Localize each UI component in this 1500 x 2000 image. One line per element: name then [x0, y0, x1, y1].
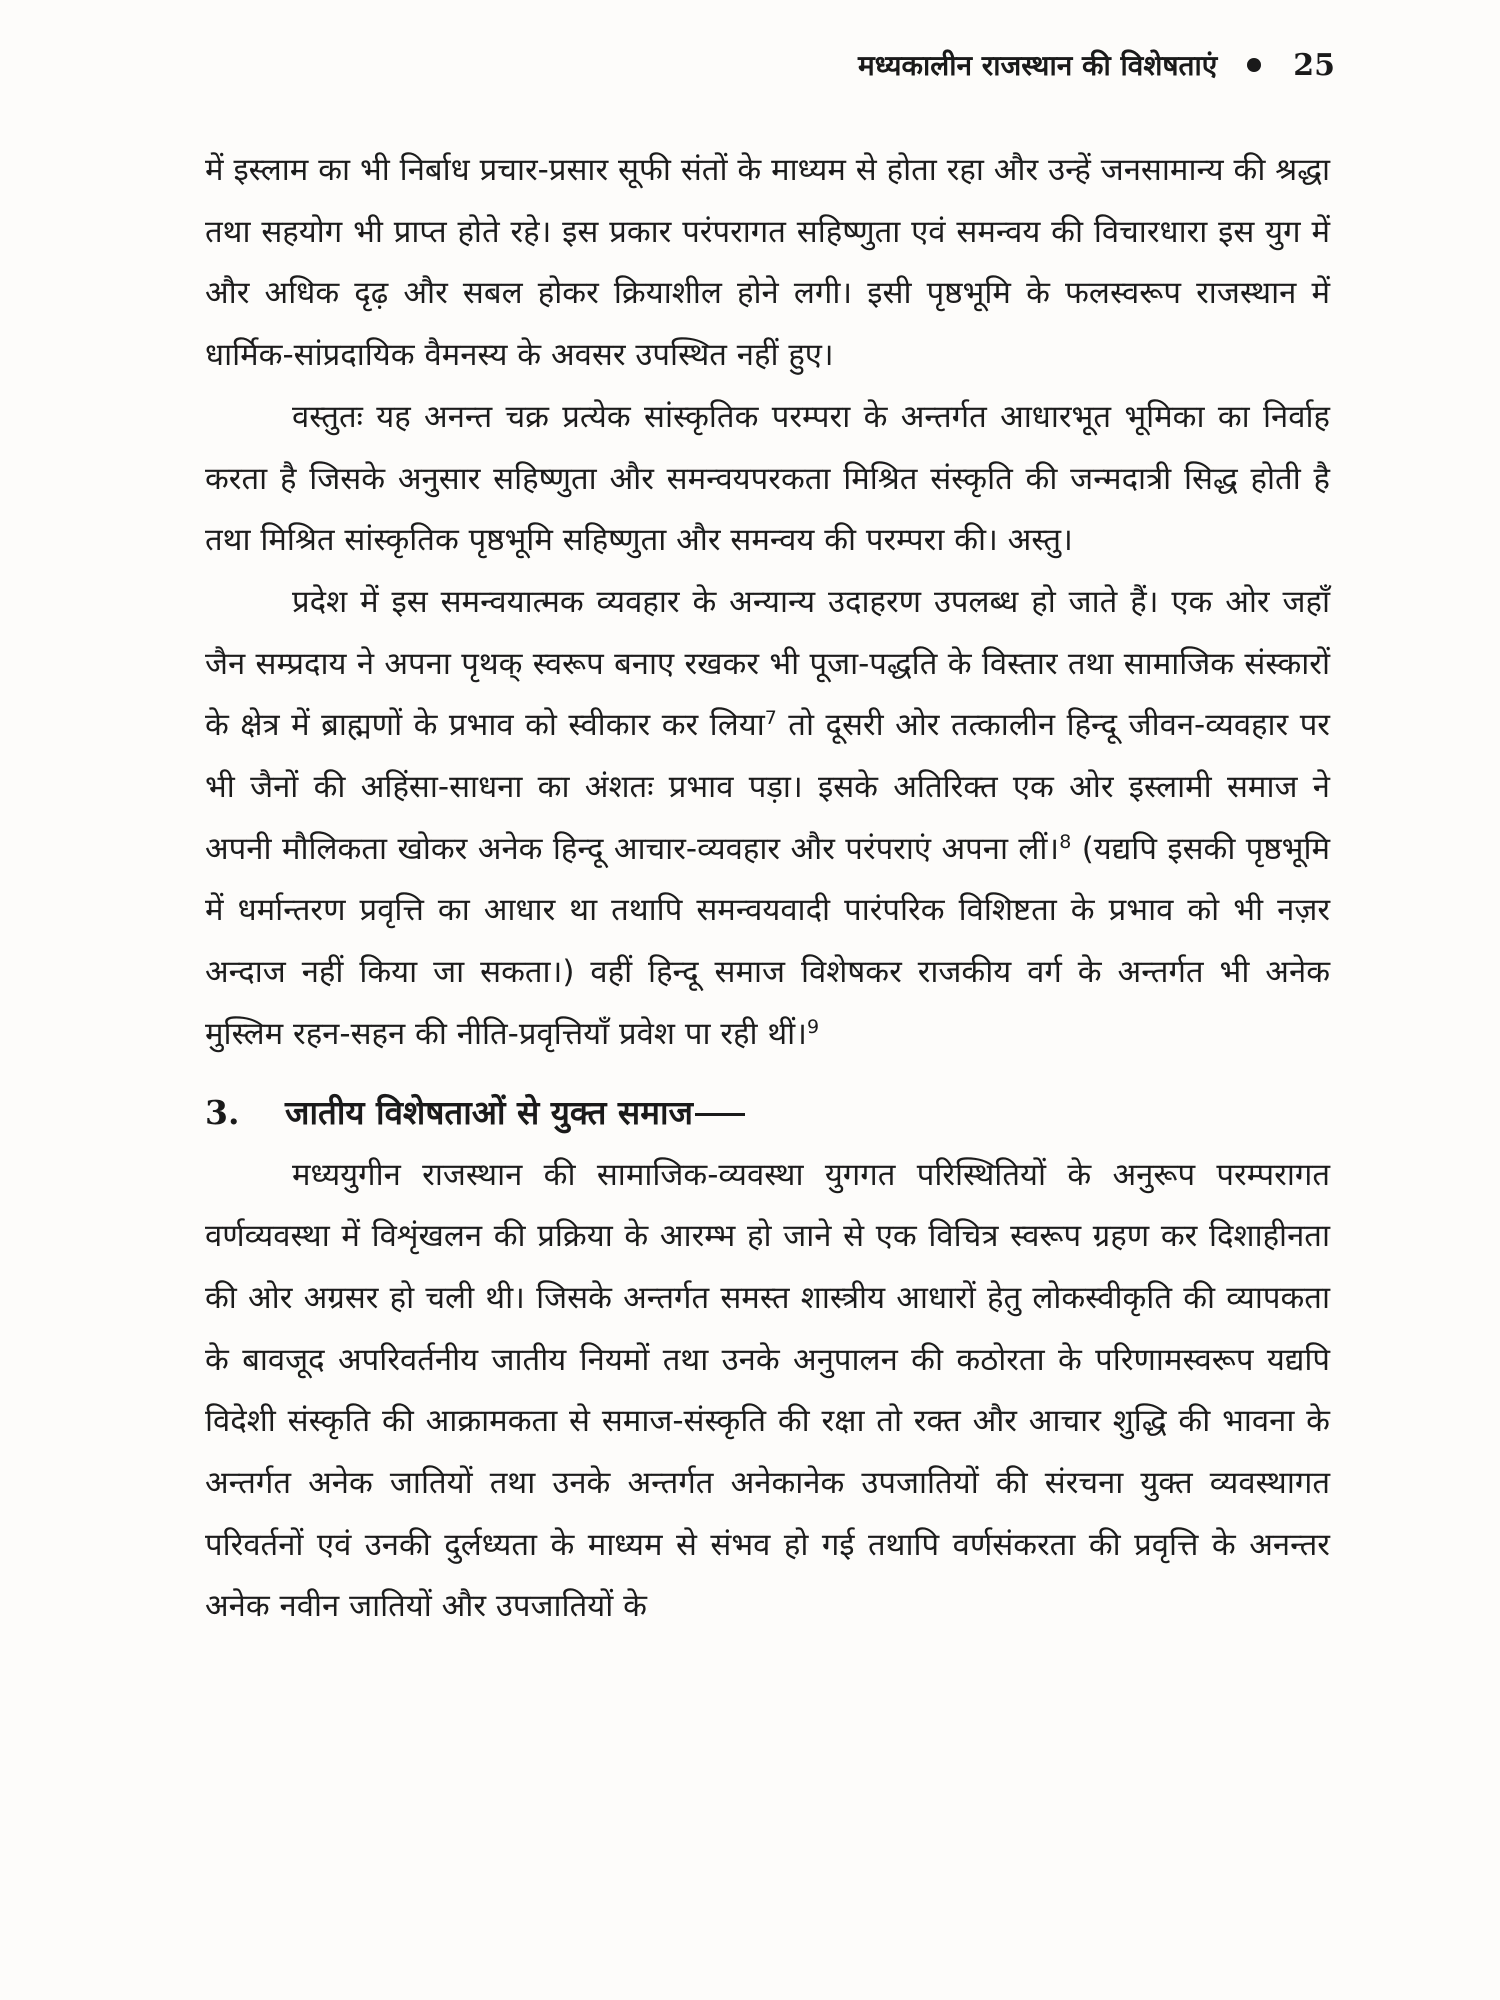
paragraph-pradesh: [205, 572, 1330, 1066]
body-text: [205, 140, 1330, 1638]
footnote-ref-9: 9: [806, 1015, 820, 1038]
paragraph-continued: में इस्लाम का भी निर्बाध प्रचार-प्रसार सूफी संतों के माध्यम से होता रहा और उन्हें जनसामान्य की श्रद्धा तथा सहयोग भी प्राप्त होते रहे। इस प्रकार परंपरागत सहिष्णुता एवं समन्वय की विचारधारा इस युग में और अधिक दृढ़ और सबल होकर क्रियाशील होने लगी। इसी पृष्ठभूमि के फलस्वरूप राजस्थान में धार्मिक-सांप्रदायिक वैमनस्य के अवसर उपस्थित नहीं हुए।: [205, 152, 1330, 374]
paragraph-pradesh-part2: तो दूसरी ओर तत्कालीन हिन्दू जीवन-व्यवहार पर भी जैनों की अहिंसा-साधना का अंशतः प्रभाव पड़ा। इसके अतिरिक्त एक ओर इस्लामी समाज ने अपनी मौलिकता खोकर अनेक हिन्दू आचार-व्यवहार और परंपराएं अपना लीं।: [205, 707, 1330, 867]
running-head: [858, 46, 1335, 84]
section-number: 3.: [205, 1092, 240, 1132]
bullet-separator-icon: [1247, 58, 1261, 72]
paragraph-madhyayugin: मध्ययुगीन राजस्थान की सामाजिक-व्यवस्था युगगत परिस्थितियों के अनुरूप परम्परागत वर्णव्यवस्था में विशृंखलन की प्रक्रिया के आरम्भ हो जाने से एक विचित्र स्वरूप ग्रहण कर दिशाहीनता की ओर अग्रसर हो चली थी। जिसके अन्तर्गत समस्त शास्त्रीय आधारों हेतु लोकस्वीकृति की व्यापकता के बावजूद अपरिवर्तनीय जातीय नियमों तथा उनके अनुपालन की कठोरता के परिणामस्वरूप यद्यपि विदेशी संस्कृति की आक्रामकता से समाज-संस्कृति की रक्षा तो रक्त और आचार शुद्धि की भावना के अन्तर्गत अनेक जातियों तथा उनके अन्तर्गत अनेकानेक उपजातियों की संरचना युक्त व्यवस्थागत परिवर्तनों एवं उनकी दुर्लध्यता के माध्यम से संभव हो गई तथापि वर्णसंकरता की प्रवृत्ति के अनन्तर अनेक नवीन जातियों और उपजातियों के: [205, 1156, 1330, 1625]
page-number: 25: [1293, 47, 1335, 83]
footnote-ref-7: 7: [764, 707, 777, 730]
paragraph-pradesh-part3: (यद्यपि इसकी पृष्ठभूमि में धर्मान्तरण प्रवृत्ति का आधार था तथापि समन्वयवादी पारंपरिक विशिष्टता के प्रभाव को भी नज़र अन्दाज नहीं किया जा सकता।) वहीं हिन्दू समाज विशेषकर राजकीय वर्ग के अन्तर्गत भी अनेक मुस्लिम रहन-सहन की नीति-प्रवृत्तियाँ प्रवेश पा रही थीं।: [205, 830, 1331, 1052]
heading-dash: [695, 1113, 745, 1116]
section-heading: [205, 1080, 1330, 1145]
footnote-ref-8: 8: [1059, 830, 1072, 853]
running-head-title: मध्यकालीन राजस्थान की विशेषताएं: [857, 49, 1218, 82]
paragraph-pradesh-part1: प्रदेश में इस समन्वयात्मक व्यवहार के अन्यान्य उदाहरण उपलब्ध हो जाते हैं। एक ओर जहाँ जैन सम्प्रदाय ने अपना पृथक् स्वरूप बनाए रखकर भी पूजा-पद्धति के विस्तार तथा सामाजिक संस्कारों के क्षेत्र में ब्राह्मणों के प्रभाव को स्वीकार कर लिया: [205, 583, 1330, 744]
section-title: जातीय विशेषताओं से युक्त समाज: [285, 1092, 693, 1132]
paragraph-vastutah: वस्तुतः यह अनन्त चक्र प्रत्येक सांस्कृतिक परम्परा के अन्तर्गत आधारभूत भूमिका का निर्वाह करता है जिसके अनुसार सहिष्णुता और समन्वयपरकता मिश्रित संस्कृति की जन्मदात्री सिद्ध होती है तथा मिश्रित सांस्कृतिक पृष्ठभूमि सहिष्णुता और समन्वय की परम्परा की। अस्तु।: [205, 398, 1330, 559]
